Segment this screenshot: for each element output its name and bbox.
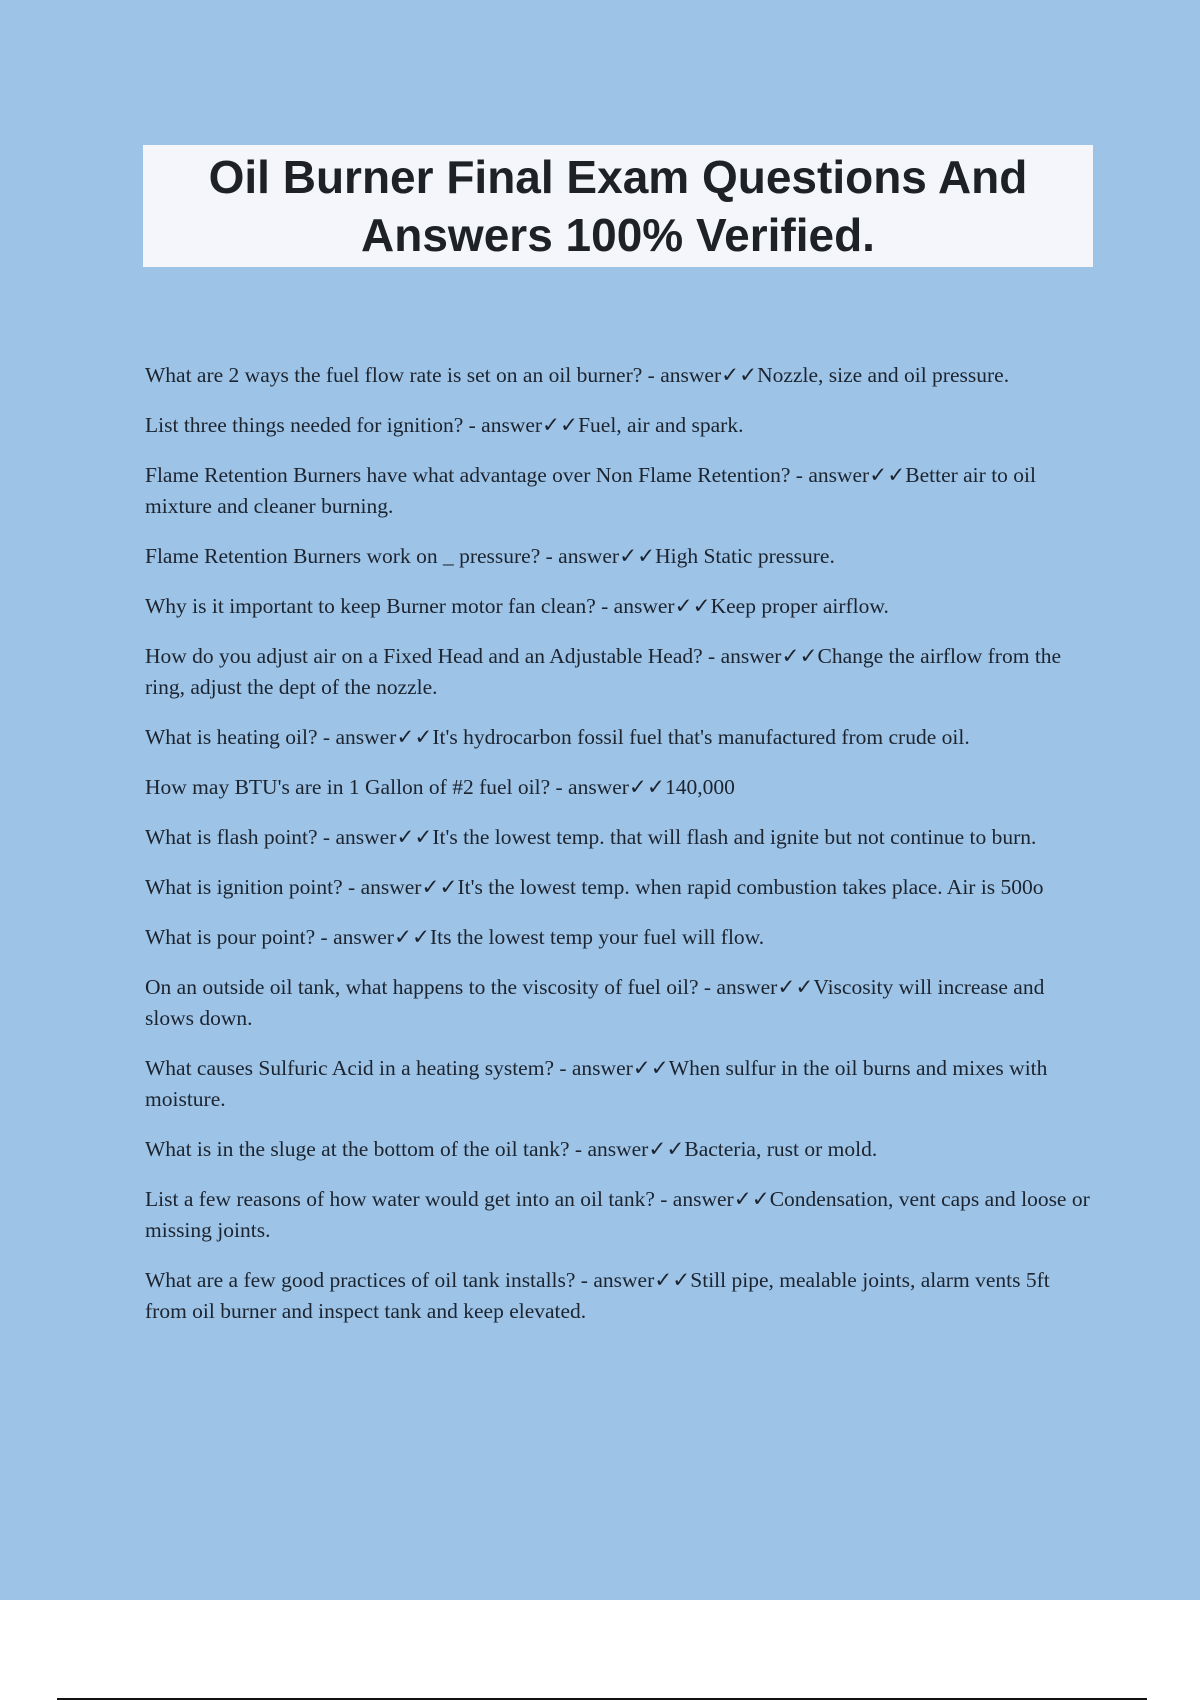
- qa-item: Flame Retention Burners work on _ pressure? - answer✓✓High Static pressure.: [145, 544, 835, 568]
- qa-item: What causes Sulfuric Acid in a heating system? - answer✓✓When sulfur in the oil burns and mixes with moisture.: [145, 1056, 1048, 1111]
- qa-item: What are 2 ways the fuel flow rate is set on an oil burner? - answer✓✓Nozzle, size and oil pressure.: [145, 363, 1010, 387]
- qa-item: List three things needed for ignition? - answer✓✓Fuel, air and spark.: [145, 413, 744, 437]
- qa-item: What is ignition point? - answer✓✓It's the lowest temp. when rapid combustion takes place. Air is 500o: [145, 875, 1044, 899]
- qa-item: Flame Retention Burners have what advantage over Non Flame Retention? - answer✓✓Better air to oil mixture and cleaner burning.: [145, 463, 1036, 518]
- qa-item: What is in the sluge at the bottom of the oil tank? - answer✓✓Bacteria, rust or mold.: [145, 1137, 878, 1161]
- qa-item: On an outside oil tank, what happens to the viscosity of fuel oil? - answer✓✓Viscosity will increase and slows down.: [145, 975, 1045, 1030]
- qa-item: What are a few good practices of oil tank installs? - answer✓✓Still pipe, mealable joints, alarm vents 5ft from oil burner and inspect tank and keep elevated.: [145, 1268, 1050, 1323]
- qa-item: What is flash point? - answer✓✓It's the lowest temp. that will flash and ignite but not continue to burn.: [145, 825, 1037, 849]
- qa-item: Why is it important to keep Burner motor fan clean? - answer✓✓Keep proper airflow.: [145, 594, 889, 618]
- qa-item: What is heating oil? - answer✓✓It's hydrocarbon fossil fuel that's manufactured from crude oil.: [145, 725, 970, 749]
- qa-list: [145, 360, 1095, 1346]
- qa-item: How do you adjust air on a Fixed Head and an Adjustable Head? - answer✓✓Change the airflow from the ring, adjust the dept of the nozzle.: [145, 644, 1062, 699]
- qa-item: How may BTU's are in 1 Gallon of #2 fuel oil? - answer✓✓140,000: [145, 775, 735, 799]
- page-title: Oil Burner Final Exam Questions And Answers 100% Verified.: [208, 151, 1028, 261]
- qa-item: List a few reasons of how water would get into an oil tank? - answer✓✓Condensation, vent caps and loose or missing joints.: [145, 1187, 1090, 1242]
- qa-item: What is pour point? - answer✓✓Its the lowest temp your fuel will flow.: [145, 925, 765, 949]
- title-box: [143, 145, 1093, 267]
